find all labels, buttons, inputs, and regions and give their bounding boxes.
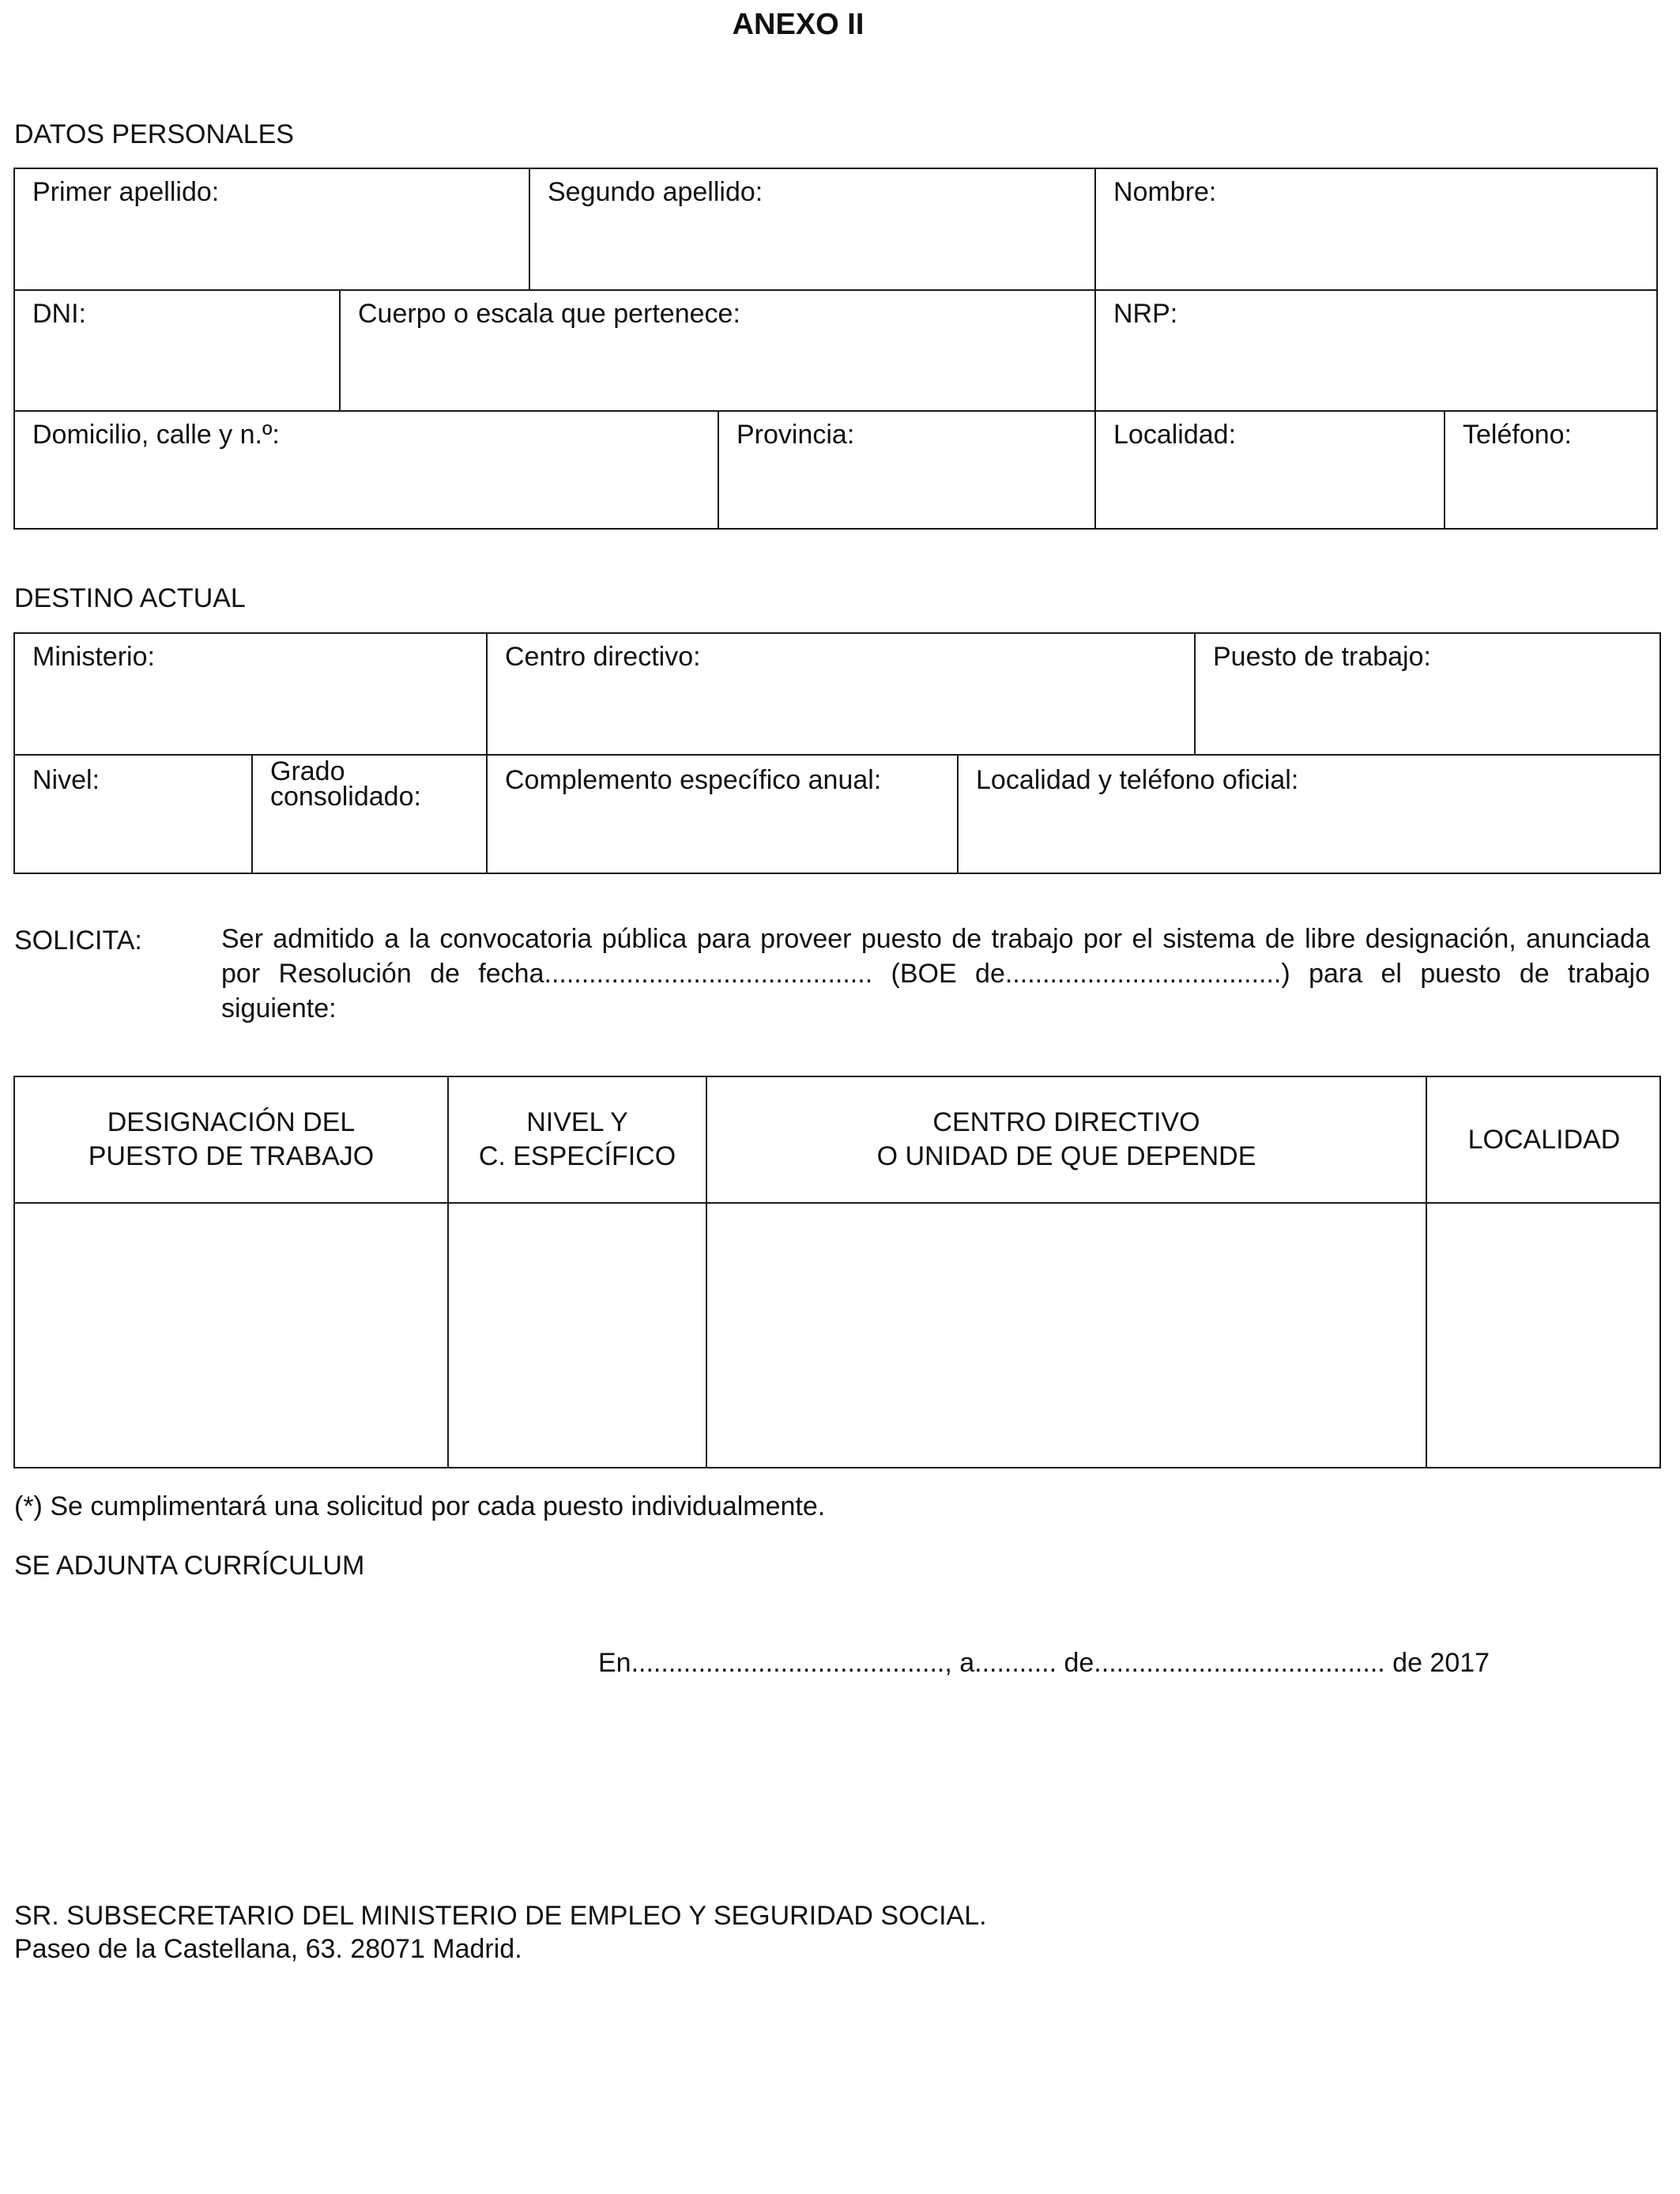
field-label: Domicilio, calle y n.º: [32,420,280,450]
field-provincia[interactable] [718,410,1094,530]
field-label: Cuerpo o escala que pertenece: [358,299,740,329]
table-cell-nivel[interactable] [447,1202,706,1468]
field-label: Complemento específico anual: [505,765,882,795]
curriculum-note: SE ADJUNTA CURRÍCULUM [14,1551,365,1581]
table-cell-centro-directivo[interactable] [706,1202,1426,1468]
table-header-localidad: LOCALIDAD [1426,1077,1661,1202]
recipient-line-1: SR. SUBSECRETARIO DEL MINISTERIO DE EMPLEO Y SEGURIDAD SOCIAL. [14,1901,987,1931]
field-label: Centro directivo: [505,642,701,672]
field-telefono[interactable] [1444,410,1658,530]
field-label: Localidad: [1113,420,1237,450]
field-label-line: consolidado: [270,782,421,812]
field-domicilio[interactable] [15,410,718,530]
field-localidad-telefono-oficial[interactable] [957,754,1661,874]
field-label: Puesto de trabajo: [1213,642,1431,672]
table-cell-localidad[interactable] [1426,1202,1661,1468]
field-label: Nombre: [1113,177,1217,207]
destino-actual-table [13,632,1661,874]
table-header-nivel: NIVEL Y C. ESPECÍFICO [447,1077,706,1202]
field-label: Teléfono: [1463,420,1572,450]
field-label: Localidad y teléfono oficial: [976,765,1299,795]
field-cuerpo-escala[interactable] [339,289,1094,410]
field-label: Primer apellido: [32,177,220,207]
section-heading-destino-actual: DESTINO ACTUAL [14,583,246,613]
field-complemento-especifico[interactable] [486,754,957,874]
field-label: NRP: [1113,299,1178,329]
field-label: Provincia: [736,420,855,450]
section-heading-datos-personales: DATOS PERSONALES [14,119,294,149]
field-label: Ministerio: [32,642,155,672]
field-segundo-apellido[interactable] [529,169,1094,289]
field-nombre[interactable] [1094,169,1658,289]
field-label: Nivel: [32,765,100,795]
puestos-table [13,1076,1661,1468]
date-place-line[interactable]: En.........................................., a........... de....................................... de 2017 [598,1648,1490,1678]
solicita-text: Ser admitido a la convocatoria pública para proveer puesto de trabajo por el sistema de libre designación, anunciada por Resolución de fecha............................................ (BOE de.....................................) para el puesto de trabajo siguiente: [221,924,1650,1023]
page-title: ANEXO II [732,8,864,41]
field-primer-apellido[interactable] [15,169,529,289]
table-cell-designacion[interactable] [15,1202,447,1468]
field-dni[interactable] [15,289,339,410]
field-label: Segundo apellido: [548,177,763,207]
field-grado-consolidado[interactable] [251,754,486,874]
field-puesto-trabajo[interactable] [1194,634,1661,754]
field-ministerio[interactable] [15,634,486,754]
field-localidad[interactable] [1094,410,1444,530]
solicita-label: SOLICITA: [14,925,142,956]
recipient-address: Paseo de la Castellana, 63. 28071 Madrid. [14,1934,522,1964]
field-nrp[interactable] [1094,289,1658,410]
datos-personales-table [13,168,1658,530]
field-centro-directivo[interactable] [486,634,1194,754]
field-label-line: Grado [270,756,345,786]
field-nivel[interactable] [15,754,251,874]
table-header-designacion: DESIGNACIÓN DEL PUESTO DE TRABAJO [88,1107,375,1171]
field-label: DNI: [32,299,86,329]
footnote: (*) Se cumplimentará una solicitud por cada puesto individualmente. [14,1491,826,1521]
table-header-centro-directivo: CENTRO DIRECTIVO O UNIDAD DE QUE DEPENDE [706,1077,1426,1202]
